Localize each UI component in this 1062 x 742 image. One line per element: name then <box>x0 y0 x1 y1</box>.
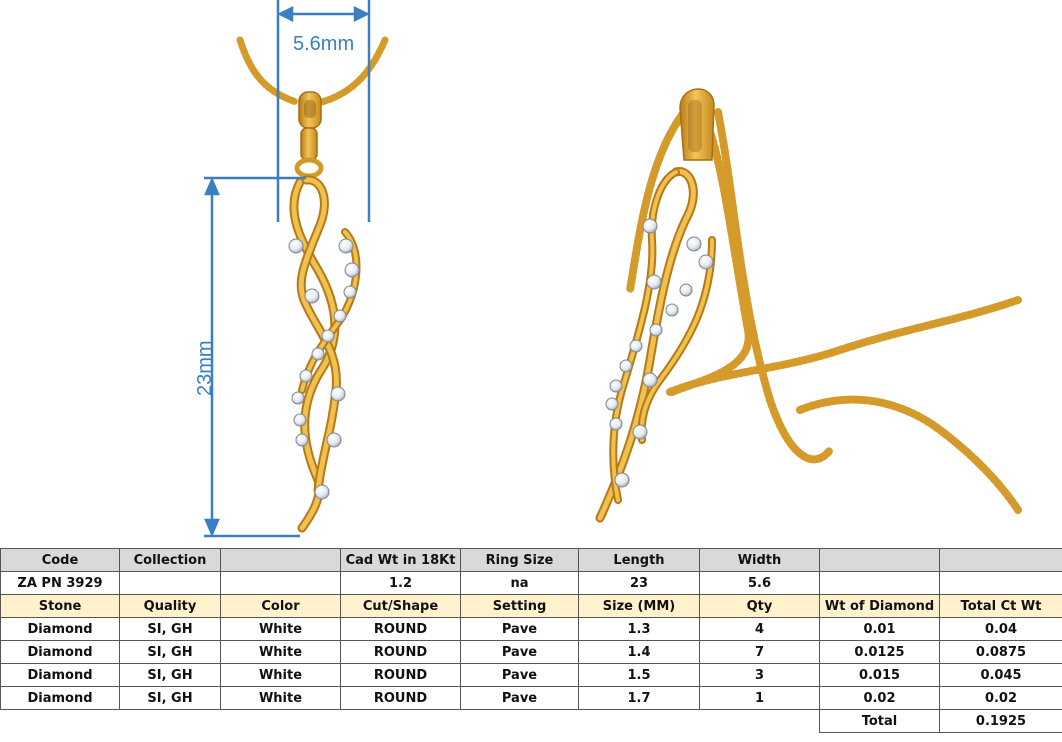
length-value: 23 <box>579 572 700 595</box>
col-collection: Collection <box>120 549 221 572</box>
total-row <box>1 710 1062 733</box>
left-pendant-body <box>294 180 357 528</box>
right-chain <box>630 105 1018 510</box>
stone-cell: Diamond <box>1 687 120 710</box>
col-empty <box>820 549 940 572</box>
width-label: 5.6mm <box>293 33 355 55</box>
col-wt-diamond: Wt of Diamond <box>820 595 940 618</box>
table-row <box>1 641 1062 664</box>
right-bail <box>680 89 714 160</box>
setting-cell: Pave <box>461 641 579 664</box>
empty-cell <box>221 572 341 595</box>
cut-cell: ROUND <box>341 687 461 710</box>
total-ct-cell: 0.0875 <box>940 641 1062 664</box>
spec-table <box>0 548 1062 733</box>
height-dimension <box>204 178 306 536</box>
qty-cell: 4 <box>700 618 820 641</box>
spec-header-row <box>1 549 1062 572</box>
color-cell: White <box>221 664 341 687</box>
code-value: ZA PN 3929 <box>1 572 120 595</box>
size-cell: 1.3 <box>579 618 700 641</box>
col-stone: Stone <box>1 595 120 618</box>
col-qty: Qty <box>700 595 820 618</box>
table-row <box>1 664 1062 687</box>
col-code: Code <box>1 549 120 572</box>
cut-cell: ROUND <box>341 618 461 641</box>
empty-cell <box>820 572 940 595</box>
col-empty <box>940 549 1062 572</box>
table-row <box>1 618 1062 641</box>
qty-cell: 7 <box>700 641 820 664</box>
total-ct-cell: 0.04 <box>940 618 1062 641</box>
stone-header-row <box>1 595 1062 618</box>
qty-cell: 3 <box>700 664 820 687</box>
size-cell: 1.5 <box>579 664 700 687</box>
quality-cell: SI, GH <box>120 664 221 687</box>
quality-cell: SI, GH <box>120 641 221 664</box>
total-label: Total <box>820 710 940 733</box>
left-bail <box>297 92 321 176</box>
quality-cell: SI, GH <box>120 687 221 710</box>
col-empty <box>221 549 341 572</box>
cad-wt-value: 1.2 <box>341 572 461 595</box>
setting-cell: Pave <box>461 687 579 710</box>
col-size: Size (MM) <box>579 595 700 618</box>
col-cut-shape: Cut/Shape <box>341 595 461 618</box>
col-setting: Setting <box>461 595 579 618</box>
ring-size-value: na <box>461 572 579 595</box>
col-cad-wt: Cad Wt in 18Kt <box>341 549 461 572</box>
wt-cell: 0.02 <box>820 687 940 710</box>
quality-cell: SI, GH <box>120 618 221 641</box>
right-pendant-diamonds <box>606 219 713 487</box>
col-ring-size: Ring Size <box>461 549 579 572</box>
stone-cell: Diamond <box>1 641 120 664</box>
cut-cell: ROUND <box>341 664 461 687</box>
qty-cell: 1 <box>700 687 820 710</box>
total-ct-cell: 0.02 <box>940 687 1062 710</box>
wt-cell: 0.01 <box>820 618 940 641</box>
wt-cell: 0.015 <box>820 664 940 687</box>
size-cell: 1.7 <box>579 687 700 710</box>
empty-cell <box>940 572 1062 595</box>
total-value: 0.1925 <box>940 710 1062 733</box>
wt-cell: 0.0125 <box>820 641 940 664</box>
setting-cell: Pave <box>461 618 579 641</box>
total-ct-cell: 0.045 <box>940 664 1062 687</box>
col-length: Length <box>579 549 700 572</box>
color-cell: White <box>221 641 341 664</box>
col-quality: Quality <box>120 595 221 618</box>
col-width: Width <box>700 549 820 572</box>
setting-cell: Pave <box>461 664 579 687</box>
color-cell: White <box>221 687 341 710</box>
width-value: 5.6 <box>700 572 820 595</box>
cut-cell: ROUND <box>341 641 461 664</box>
color-cell: White <box>221 618 341 641</box>
info-row <box>1 572 1062 595</box>
height-label: 23mm <box>194 340 216 396</box>
col-color: Color <box>221 595 341 618</box>
table-row <box>1 687 1062 710</box>
stone-cell: Diamond <box>1 664 120 687</box>
stone-cell: Diamond <box>1 618 120 641</box>
col-total-ct: Total Ct Wt <box>940 595 1062 618</box>
collection-value <box>120 572 221 595</box>
size-cell: 1.4 <box>579 641 700 664</box>
